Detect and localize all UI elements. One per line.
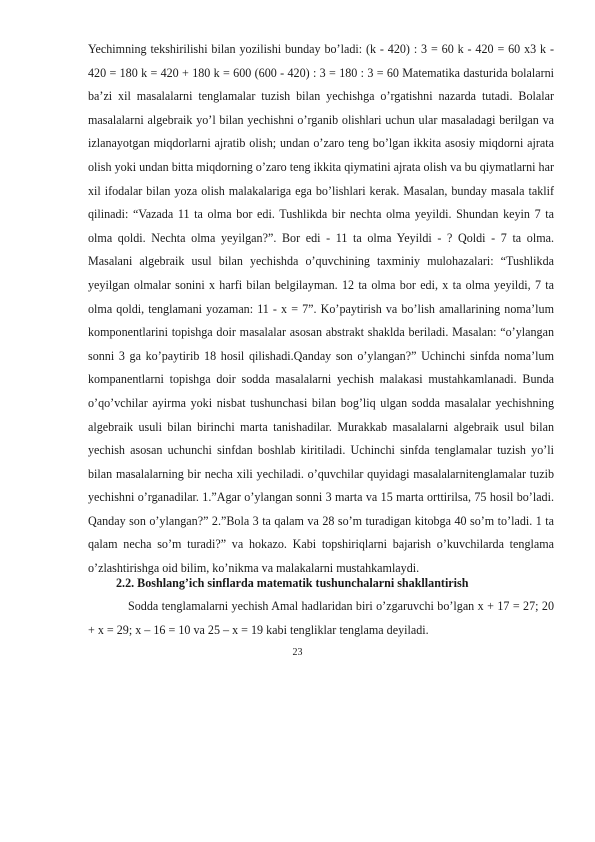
- section-paragraph: Sodda tenglamalarni yechish Amal hadlaridan biri o’zgaruvchi bo’lgan x + 17 = 27; 20 + x = 29; x – 16 = 10 va 25 – x = 19 kabi tengliklar tenglama deyiladi.: [88, 599, 554, 637]
- section-text-block: [88, 595, 554, 642]
- section-heading: 2.2. Boshlang’ich sinflarda matematik tushunchalarni shakllantirish: [116, 576, 469, 590]
- body-paragraph: Yechimning tekshirilishi bilan yozilishi bunday bo’ladi: (k - 420) : 3 = 60 k - 420 = 60 x3 k - 420 = 180 k = 420 + 180 k = 600 (600 - 420) : 3 = 180 : 3 = 60 Matematika dasturida bolalarni ba’zi xil masalalarni tenglamalar tuzish bilan yechishga o’rgatishni nazarda tutadi. Bolalar masalalarni algebraik yo’l bilan yechishni o’rganib olishlari uchun ular masaladagi berilgan va izlanayotgan miqdorlarni ajratib olish; undan o’zaro teng bo’lgan ikkita asosiy miqdorni ajrata olish yoki undan bitta miqdorning o’zaro teng ikkita qiymatini ajrata olish va bu qiymatlarni har xil ifodalar bilan yoza olish malakalariga ega bo’lishlari kerak. Masalan, bunday masala taklif qilinadi: “Vazada 11 ta olma bor edi. Tushlikda bir nechta olma yeyildi. Shundan keyin 7 ta olma qoldi. Nechta olma yeyilgan?”. Bor edi - 11 ta olma Yeyildi - ? Qoldi - 7 ta olma. Masalani algebraik usul bilan yechishda o’quvchining taxminiy mulohazalari: “Tushlikda yeyilgan olmalar sonini x harfi bilan belgilayman. 12 ta olma bor edi, x ta olma yeyildi, 7 ta olma qoldi, tenglamani yozaman: 11 - x = 7”. Ko’paytirish va bo’lish amallarining noma’lum komponentlarini topishga doir masalalar asosan abstrakt shaklda beriladi. Masalan: “o’ylangan sonni 3 ga ko’paytirib 18 hosil qilishadi.Qanday son o’ylangan?” Uchinchi sinfda noma’lum kompanentlarni topishga doir sodda masalalarni yechish malakasi mustahkamlanadi. Bunda o’qo’vchilar ayirma yoki nisbat tushunchasi bilan bog’liq ulgan sodda masalalar yechishning algebraik usuli bilan birinchi marta tanishadilar. Murakkab masalalarni algebraik usul bilan yechish asosan uchunchi sinfdan boshlab kiritiladi. Uchinchi sinfda tenglamalar tuzish yo’li bilan masalalarning bir necha xili yechiladi. o’quvchilar quyidagi masalalarnitenglamalar tuzib yechishni o’rganadilar. 1.”Agar o’ylangan sonni 3 marta va 15 marta orttirilsa, 75 hosil bo’ladi. Qanday son o’ylangan?” 2.”Bola 3 ta qalam va 28 so’m turadigan kitobga 40 so’m to’ladi. 1 ta qalam necha so’m turadi?” va hokazo. Kabi topshiriqlarni bajarish o’kuvchilarda tenglama o’zlashtirishga oid bilim, ko’nikma va malakalarni mustahkamlaydi.: [88, 42, 554, 576]
- page-number: 23: [292, 647, 303, 658]
- main-text-block: [88, 38, 554, 581]
